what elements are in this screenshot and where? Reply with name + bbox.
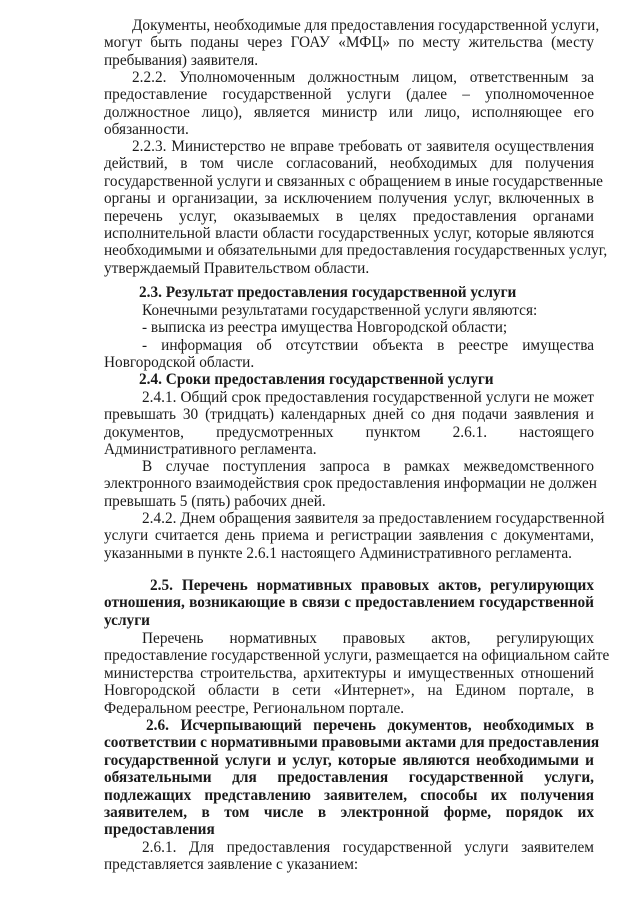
heading-text: заявителем, в том числе в электронной форме, порядок их: [104, 804, 594, 822]
paragraph-2-5: [104, 630, 610, 717]
text-line: Новгородской области.: [104, 354, 255, 372]
text-line: Новгородской области в сети «Интернет», на Едином портале, в: [104, 682, 594, 700]
text-line: Документы, необходимые для предоставления государственной услуги,: [132, 17, 600, 34]
paragraph-2-2-2: [104, 69, 594, 139]
text-line: Конечными результатами государственной услуги являются:: [142, 302, 538, 319]
text-line: исполнительной власти области государственных услуг, которые являются: [104, 225, 594, 243]
text-line: государственной услуги и связанных с обращением в иные государственные: [104, 172, 603, 190]
paragraph-2-4-1: [104, 389, 594, 459]
heading-text: 2.6. Исчерпывающий перечень документов, необходимых в: [146, 717, 594, 734]
text-line: услуги считается день приема и регистрации заявления с документами,: [104, 527, 594, 545]
paragraph-interdepartmental: [104, 458, 597, 510]
heading-text: 2.3. Результат предоставления государственной услуги: [139, 284, 517, 301]
text-line: 2.2.2. Уполномоченным должностным лицом, ответственным за: [132, 69, 594, 86]
heading-2-6: [104, 717, 600, 839]
text-line: предоставление государственной услуги, размещается на официальном сайте: [104, 647, 610, 665]
paragraph-2-2-3: [104, 138, 608, 277]
paragraph-2-3: [104, 302, 594, 372]
list-item: - информация об отсутствии объекта в реестре имущества: [142, 336, 594, 354]
text-line: указанными в пункте 2.6.1 настоящего Административного регламента.: [104, 544, 572, 562]
heading-text: отношения, возникающие в связи с предоставлением государственной: [104, 594, 594, 612]
text-line: Федеральном реестре, Региональном портале.: [104, 699, 405, 717]
paragraph-mfc-submission: [104, 17, 600, 69]
text-line: необходимыми и обязательными для предоставления государственных услуг,: [104, 242, 608, 260]
text-line: превышать 30 (тридцать) календарных дней со дня подачи заявления и: [104, 406, 594, 424]
text-line: пребывания) заявителя.: [104, 51, 259, 69]
heading-text: 2.4. Сроки предоставления государственной услуги: [139, 371, 494, 388]
text-line: действий, в том числе согласований, необходимых для получения: [104, 155, 594, 173]
text-line: В случае поступления запроса в рамках межведомственного: [142, 458, 594, 475]
heading-text: услуги: [104, 611, 150, 629]
text-line: министерства строительства, архитектуры и имущественных отношений: [104, 664, 594, 682]
heading-2-4: [139, 371, 594, 388]
text-line: представляется заявление с указанием:: [104, 856, 359, 874]
text-line: превышать 5 (пять) рабочих дней.: [104, 492, 326, 510]
text-line: 2.4.2. Днем обращения заявителя за предоставлением государственной: [142, 510, 605, 527]
paragraph-2-4-2: [104, 510, 605, 562]
text-line: электронного взаимодействия срок предоставления информации не должен: [104, 475, 597, 493]
text-line: 2.4.1. Общий срок предоставления государственной услуги не может: [142, 389, 594, 406]
text-line: утверждаемый Правительством области.: [104, 259, 370, 277]
paragraph-2-6-1: [104, 839, 594, 874]
heading-text: обязательными для предоставления государственной услуги,: [104, 769, 594, 787]
list-item: - выписка из реестра имущества Новгородской области;: [142, 319, 508, 337]
text-line: 2.2.3. Министерство не вправе требовать от заявителя осуществления: [132, 138, 594, 155]
heading-text: государственной услуги и услуг, которые являются необходимыми и: [104, 751, 594, 769]
text-line: должностное лицо), является министр или лицо, исполняющее его: [104, 103, 594, 121]
heading-text: соответствии с нормативными правовыми актами для предоставления: [104, 734, 600, 752]
text-line: органы и организации, за исключением получения услуг, включенных в: [104, 190, 594, 208]
text-line: 2.6.1. Для предоставления государственной услуги заявителем: [142, 839, 594, 856]
heading-2-3: [139, 284, 594, 301]
text-line: перечень услуг, оказываемых в целях предоставления органами: [104, 207, 594, 225]
heading-text: подлежащих представлению заявителем, способы их получения: [104, 786, 594, 804]
text-line: Перечень нормативных правовых актов, регулирующих: [142, 630, 594, 647]
text-line: предоставление государственной услуги (далее – уполномоченное: [104, 86, 594, 104]
text-line: документов, предусмотренных пунктом 2.6.1. настоящего: [104, 423, 594, 441]
text-line: Административного регламента.: [104, 441, 317, 459]
text-line: обязанности.: [104, 121, 189, 139]
text-line: могут быть поданы через ГОАУ «МФЦ» по месту жительства (месту: [104, 34, 594, 52]
heading-2-5: [104, 577, 594, 629]
heading-text: предоставления: [104, 821, 215, 839]
heading-text: 2.5. Перечень нормативных правовых актов, регулирующих: [150, 577, 594, 594]
